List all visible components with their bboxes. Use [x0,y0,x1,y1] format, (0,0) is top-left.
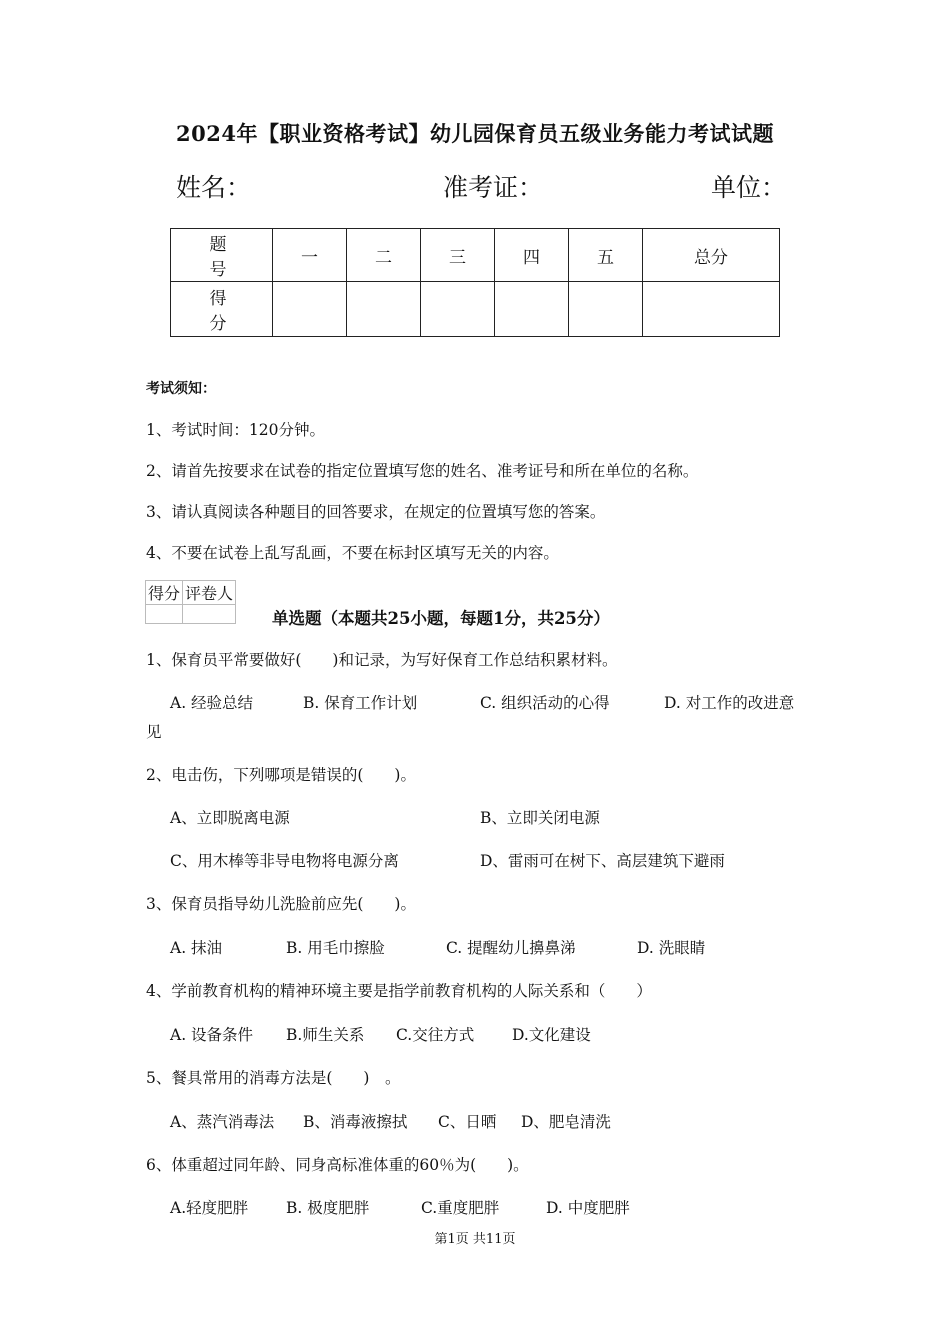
section-2-header: 二 [347,229,421,282]
option: C、日晒 [438,1113,497,1131]
notice-title: 考试须知： [146,381,216,397]
score-cell [569,282,643,337]
option: C.重度肥胖 [421,1199,500,1217]
page-footer: 第1页 共11页 [434,1232,516,1247]
option: D.文化建设 [512,1026,591,1044]
option: B. 保育工作计划 [303,694,418,712]
option: D、肥皂清洗 [521,1113,611,1131]
page-title: 2024年【职业资格考试】幼儿园保育员五级业务能力考试试题 [176,121,774,146]
grader-score-label: 得分 [146,581,183,605]
option: D. 对工作的改进意 [664,694,795,712]
question-2: 2、电击伤，下列哪项是错误的( )。 [146,766,416,784]
score-cell [495,282,569,337]
question-4: 4、学前教育机构的精神环境主要是指学前教育机构的人际关系和（ ） [146,982,652,1000]
option: A. 抹油 [170,939,223,957]
section-1-header: 一 [273,229,347,282]
total-header: 总分 [643,229,780,282]
option: A、蒸汽消毒法 [170,1113,275,1131]
grader-box [145,580,236,624]
score-table [170,228,780,337]
question-5: 5、餐具常用的消毒方法是( ) 。 [146,1069,401,1087]
notice-item: 4、不要在试卷上乱写乱画，不要在标封区填写无关的内容。 [146,544,559,562]
score-cell [421,282,495,337]
name-label: 姓名： [176,173,252,202]
section-title: 单选题（本题共25小题，每题1分，共25分） [272,609,610,628]
question-6: 6、体重超过同年龄、同身高标准体重的60％为( )。 [146,1156,529,1174]
option: D、雷雨可在树下、高层建筑下避雨 [480,852,725,870]
option: A. 经验总结 [170,694,254,712]
grader-reviewer-label: 评卷人 [183,581,236,605]
score-cell [643,282,780,337]
notice-item: 2、请首先按要求在试卷的指定位置填写您的姓名、准考证号和所在单位的名称。 [146,462,699,480]
option: D. 洗眼睛 [637,939,706,957]
score-cell [273,282,347,337]
question-3: 3、保育员指导幼儿洗脸前应先( )。 [146,895,416,913]
grader-reviewer-cell [183,605,236,624]
option: B. 极度肥胖 [286,1199,370,1217]
score-row-label: 得 分 [171,282,273,337]
option: C.交往方式 [396,1026,475,1044]
option-wrap: 见 [146,723,162,741]
section-5-header: 五 [569,229,643,282]
unit-label: 单位： [711,173,787,202]
option: C、用木棒等非导电物将电源分离 [170,852,399,870]
option: A. 设备条件 [170,1026,254,1044]
option: C. 提醒幼儿擤鼻涕 [446,939,576,957]
option: B.师生关系 [286,1026,365,1044]
option: B、消毒液擦拭 [303,1113,408,1131]
question-1: 1、保育员平常要做好( )和记录，为写好保育工作总结积累材料。 [146,651,618,669]
score-cell [347,282,421,337]
option: C. 组织活动的心得 [480,694,610,712]
question-number-header: 题 号 [171,229,273,282]
option: B、立即关闭电源 [480,809,600,827]
option: B. 用毛巾擦脸 [286,939,385,957]
notice-item: 3、请认真阅读各种题目的回答要求，在规定的位置填写您的答案。 [146,503,606,521]
section-3-header: 三 [421,229,495,282]
option: A.轻度肥胖 [170,1199,249,1217]
section-4-header: 四 [495,229,569,282]
option: A、立即脱离电源 [170,809,290,827]
grader-score-cell [146,605,183,624]
exam-id-label: 准考证： [443,173,544,202]
notice-item: 1、考试时间：120分钟。 [146,421,325,439]
option: D. 中度肥胖 [546,1199,630,1217]
